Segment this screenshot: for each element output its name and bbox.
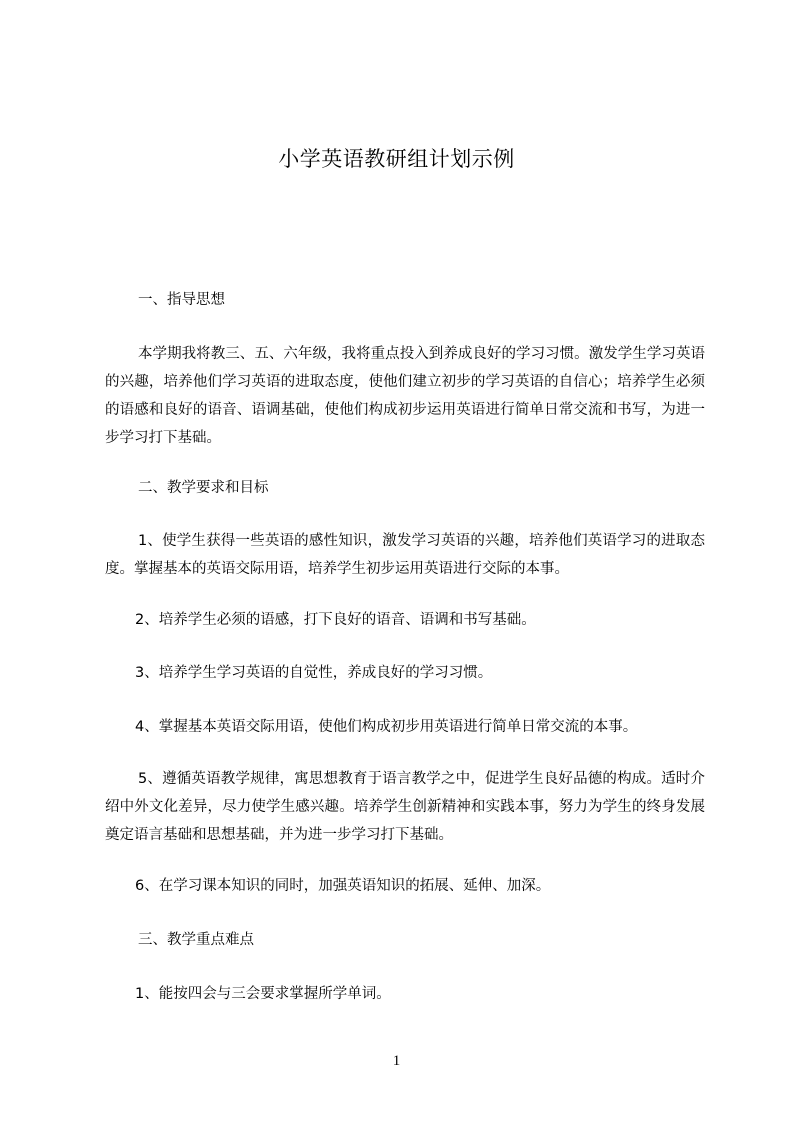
list-item-goal-2: 2、培养学生必须的语感，打下良好的语音、语调和书写基础。 xyxy=(135,612,536,628)
list-item-goal-3: 3、培养学生学习英语的自觉性，养成良好的学习习惯。 xyxy=(135,665,493,681)
section-heading-key-difficulties: 三、教学重点难点 xyxy=(138,932,254,948)
section-heading-requirements-goals: 二、教学要求和目标 xyxy=(138,480,269,496)
list-item-goal-6: 6、在学习课本知识的同时，加强英语知识的拓展、延伸、加深。 xyxy=(135,878,551,894)
paragraph-guiding-ideology: 本学期我将教三、五、六年级，我将重点投入到养成良好的学习习惯。激发学生学习英语的兴趣，培养他们学习英语的进取态度，使他们建立初步的学习英语的自信心；培养学生必须的语感和良好的语音、语调基础，使他们构成初步运用英语进行简单日常交流和书写，为进一步学习打下基础。 xyxy=(105,346,705,446)
list-item-goal-4: 4、掌握基本英语交际用语，使他们构成初步用英语进行简单日常交流的本事。 xyxy=(135,719,638,735)
list-item-difficulty-1: 1、能按四会与三会要求掌握所学单词。 xyxy=(135,986,391,1002)
page-number: 1 xyxy=(392,1053,401,1069)
document-title: 小学英语教研组计划示例 xyxy=(278,147,515,171)
list-item-goal-5: 5、遵循英语教学规律，寓思想教育于语言教学之中，促进学生良好品德的构成。适时介绍中外文化差异，尽力使学生感兴趣。培养学生创新精神和实践本事，努力为学生的终身发展奠定语言基础和思想基础，并为进一步学习打下基础。 xyxy=(105,771,705,843)
list-item-goal-1: 1、使学生获得一些英语的感性知识，激发学习英语的兴趣，培养他们英语学习的进取态度。掌握基本的英语交际用语，培养学生初步运用英语进行交际的本事。 xyxy=(105,533,705,577)
section-heading-guiding-ideology: 一、指导思想 xyxy=(138,292,225,308)
